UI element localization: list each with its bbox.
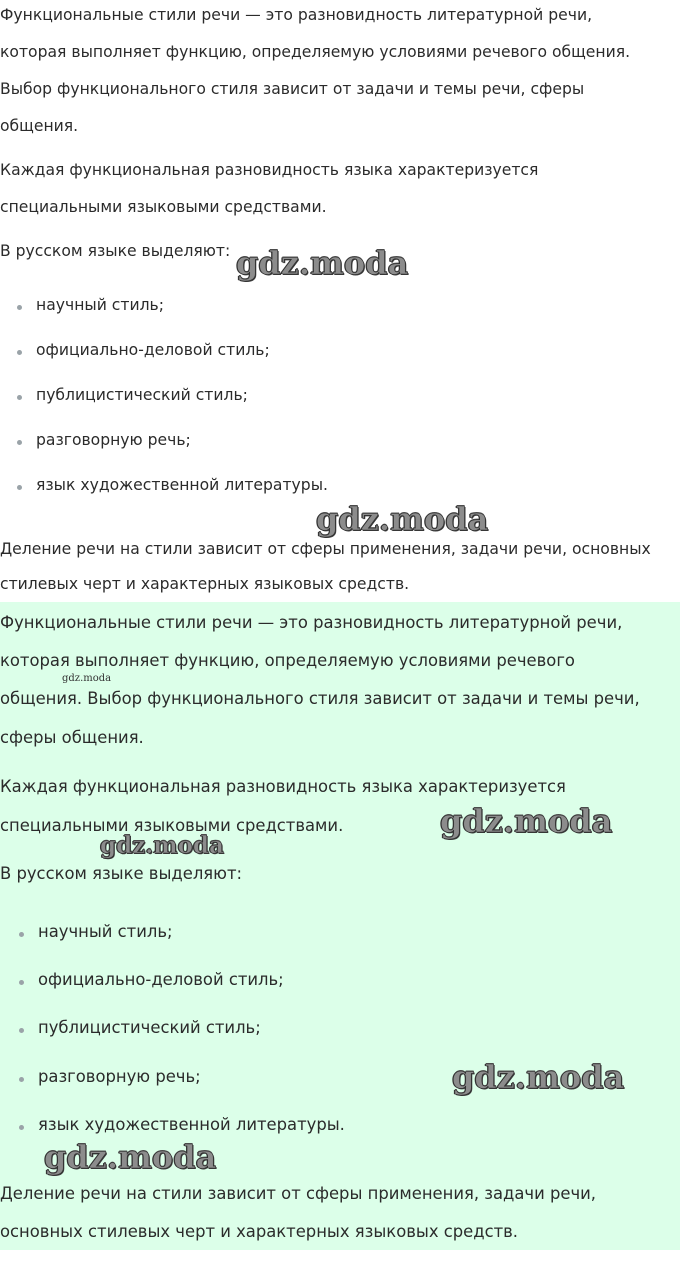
bullet-icon [17, 350, 22, 355]
paragraph-line: основных стилевых черт и характерных языковых средств. [0, 1222, 519, 1241]
list-item-label: разговорную речь; [38, 1067, 201, 1086]
paragraph-line: специальными языковыми средствами. [0, 816, 344, 835]
paragraph-line: общения. Выбор функционального стиля зависит от задачи и темы речи, [0, 689, 640, 708]
paragraph-line: Функциональные стили речи — это разновидность литературной речи, [0, 6, 593, 24]
paragraph-line: стилевых черт и характерных языковых средств. [0, 575, 410, 593]
watermark-logo: gdz.moda [440, 802, 613, 840]
list-item-label: язык художественной литературы. [36, 476, 328, 494]
list-item-label: язык художественной литературы. [38, 1115, 345, 1134]
paragraph-line: Деление речи на стили зависит от сферы применения, задачи речи, основных [0, 540, 651, 558]
list-item [38, 922, 173, 941]
list-intro: В русском языке выделяют: [0, 864, 243, 883]
watermark-logo: gdz.moda [316, 500, 489, 538]
list-item-label: официально-деловой стиль; [38, 970, 284, 989]
paragraph-line: Каждая функциональная разновидность языка характеризуется [0, 161, 539, 179]
list-item-label: публицистический стиль; [38, 1018, 261, 1037]
list-item [36, 341, 270, 359]
bullet-icon [19, 1077, 24, 1082]
list-item [38, 1018, 261, 1037]
paragraph-line: Каждая функциональная разновидность языка характеризуется [0, 777, 566, 796]
list-item [38, 970, 284, 989]
list-item-label: официально-деловой стиль; [36, 341, 270, 359]
bullet-icon [19, 980, 24, 985]
list-item [36, 296, 164, 314]
list-item-label: разговорную речь; [36, 431, 191, 449]
bullet-icon [17, 305, 22, 310]
watermark-logo: gdz.moda [452, 1058, 625, 1096]
bullet-icon [17, 440, 22, 445]
bullet-icon [19, 932, 24, 937]
watermark-logo: gdz.moda [236, 244, 409, 282]
list-item-label: публицистический стиль; [36, 386, 248, 404]
list-item [36, 431, 191, 449]
watermark-logo: gdz.moda [62, 673, 112, 684]
paragraph-line: которая выполняет функцию, определяемую условиями речевого общения. [0, 43, 631, 61]
bullet-icon [19, 1028, 24, 1033]
bullet-icon [17, 485, 22, 490]
bullet-icon [17, 395, 22, 400]
paragraph-line: которая выполняет функцию, определяемую условиями речевого [0, 651, 575, 670]
paragraph-line: Выбор функционального стиля зависит от задачи и темы речи, сферы [0, 80, 585, 98]
list-item [36, 386, 248, 404]
list-item [38, 1115, 345, 1134]
list-item-label: научный стиль; [38, 922, 173, 941]
watermark-logo: gdz.moda [44, 1138, 217, 1176]
list-intro: В русском языке выделяют: [0, 242, 231, 260]
paragraph-line: Деление речи на стили зависит от сферы применения, задачи речи, [0, 1184, 597, 1203]
list-item [36, 476, 328, 494]
list-item [38, 1067, 201, 1086]
paragraph-line: общения. [0, 117, 79, 135]
paragraph-line: сферы общения. [0, 728, 144, 747]
watermark-logo: gdz.moda [100, 832, 224, 859]
paragraph-line: специальными языковыми средствами. [0, 198, 327, 216]
paragraph-line: Функциональные стили речи — это разновидность литературной речи, [0, 613, 623, 632]
bullet-icon [19, 1125, 24, 1130]
list-item-label: научный стиль; [36, 296, 164, 314]
